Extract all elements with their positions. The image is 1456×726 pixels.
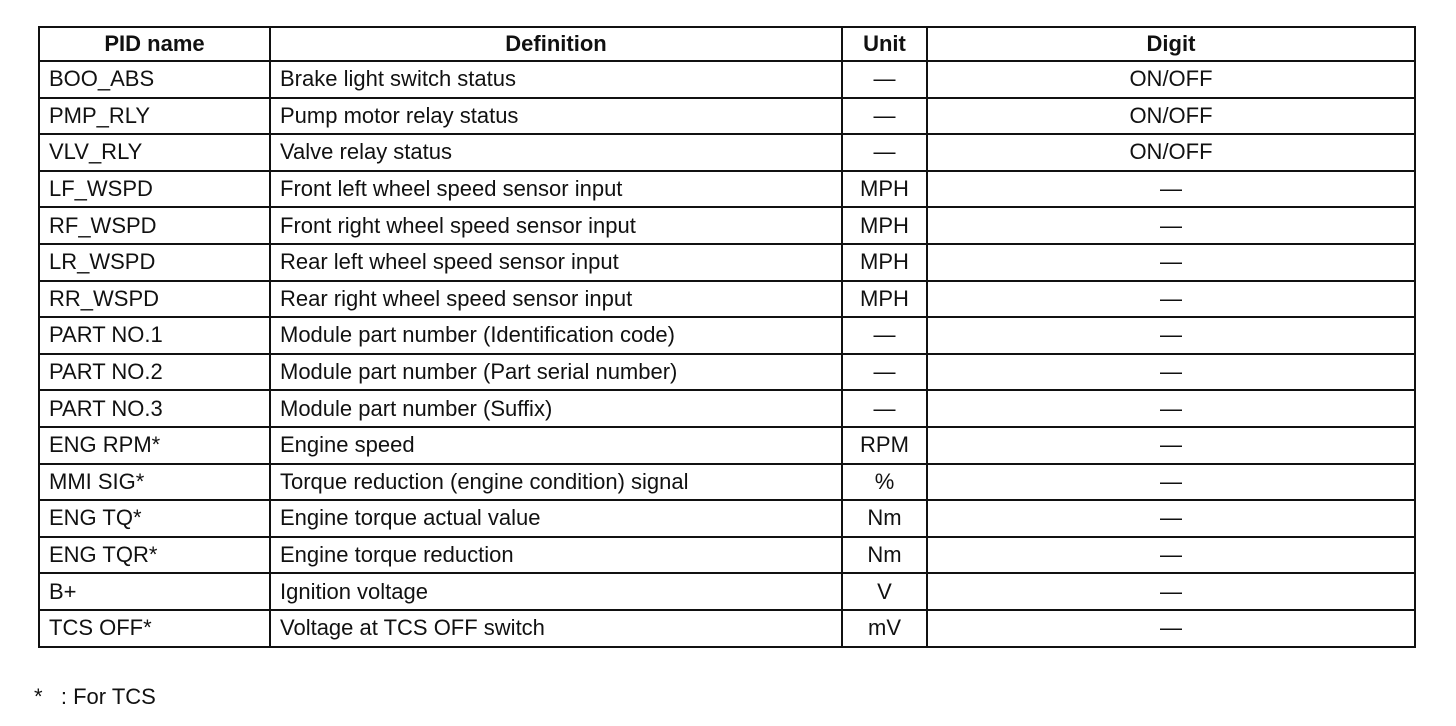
unit-cell: MPH [842, 244, 927, 281]
table-row [39, 98, 1415, 135]
digit-cell: — [927, 354, 1415, 391]
digit-cell: — [927, 610, 1415, 647]
pid-name-cell: PART NO.2 [39, 354, 270, 391]
definition-cell: Brake light switch status [270, 61, 842, 98]
table-row [39, 134, 1415, 171]
table-body [39, 61, 1415, 647]
definition-cell: Valve relay status [270, 134, 842, 171]
digit-cell: ON/OFF [927, 98, 1415, 135]
unit-cell: — [842, 354, 927, 391]
unit-cell: MPH [842, 171, 927, 208]
digit-cell: ON/OFF [927, 134, 1415, 171]
pid-name-cell: B+ [39, 573, 270, 610]
table-row [39, 610, 1415, 647]
unit-cell: — [842, 390, 927, 427]
digit-cell: — [927, 244, 1415, 281]
header-unit: Unit [842, 27, 927, 61]
pid-name-cell: LR_WSPD [39, 244, 270, 281]
pid-name-cell: PMP_RLY [39, 98, 270, 135]
definition-cell: Engine torque actual value [270, 500, 842, 537]
definition-cell: Ignition voltage [270, 573, 842, 610]
pid-table [38, 26, 1416, 648]
pid-name-cell: ENG TQ* [39, 500, 270, 537]
pid-name-cell: VLV_RLY [39, 134, 270, 171]
footnote: * : For TCS [34, 684, 156, 709]
pid-name-cell: MMI SIG* [39, 464, 270, 501]
digit-cell: — [927, 390, 1415, 427]
definition-cell: Pump motor relay status [270, 98, 842, 135]
definition-cell: Rear left wheel speed sensor input [270, 244, 842, 281]
unit-cell: V [842, 573, 927, 610]
definition-cell: Front left wheel speed sensor input [270, 171, 842, 208]
pid-name-cell: BOO_ABS [39, 61, 270, 98]
pid-name-cell: PART NO.3 [39, 390, 270, 427]
pid-name-cell: ENG RPM* [39, 427, 270, 464]
definition-cell: Voltage at TCS OFF switch [270, 610, 842, 647]
header-digit: Digit [927, 27, 1415, 61]
digit-cell: — [927, 207, 1415, 244]
table-row [39, 61, 1415, 98]
unit-cell: — [842, 61, 927, 98]
definition-cell: Rear right wheel speed sensor input [270, 281, 842, 318]
definition-cell: Engine speed [270, 427, 842, 464]
table-row [39, 500, 1415, 537]
table-row [39, 207, 1415, 244]
digit-cell: — [927, 281, 1415, 318]
table-row [39, 427, 1415, 464]
header-definition: Definition [270, 27, 842, 61]
pid-name-cell: RR_WSPD [39, 281, 270, 318]
table-row [39, 537, 1415, 574]
pid-name-cell: LF_WSPD [39, 171, 270, 208]
table-row [39, 244, 1415, 281]
table-row [39, 573, 1415, 610]
unit-cell: — [842, 317, 927, 354]
unit-cell: MPH [842, 207, 927, 244]
digit-cell: — [927, 171, 1415, 208]
table-row [39, 354, 1415, 391]
pid-name-cell: TCS OFF* [39, 610, 270, 647]
definition-cell: Torque reduction (engine condition) signal [270, 464, 842, 501]
unit-cell: % [842, 464, 927, 501]
pid-name-cell: ENG TQR* [39, 537, 270, 574]
unit-cell: MPH [842, 281, 927, 318]
pid-name-cell: RF_WSPD [39, 207, 270, 244]
unit-cell: RPM [842, 427, 927, 464]
digit-cell: — [927, 500, 1415, 537]
table-row [39, 281, 1415, 318]
unit-cell: — [842, 134, 927, 171]
definition-cell: Front right wheel speed sensor input [270, 207, 842, 244]
definition-cell: Engine torque reduction [270, 537, 842, 574]
unit-cell: Nm [842, 537, 927, 574]
table-row [39, 464, 1415, 501]
table-row [39, 317, 1415, 354]
unit-cell: mV [842, 610, 927, 647]
header-pid-name: PID name [39, 27, 270, 61]
digit-cell: — [927, 537, 1415, 574]
digit-cell: — [927, 464, 1415, 501]
unit-cell: — [842, 98, 927, 135]
table-header-row [39, 27, 1415, 61]
pid-table-container [38, 26, 1414, 648]
table-row [39, 390, 1415, 427]
definition-cell: Module part number (Part serial number) [270, 354, 842, 391]
digit-cell: — [927, 317, 1415, 354]
table-row [39, 171, 1415, 208]
digit-cell: — [927, 427, 1415, 464]
unit-cell: Nm [842, 500, 927, 537]
digit-cell: — [927, 573, 1415, 610]
digit-cell: ON/OFF [927, 61, 1415, 98]
pid-name-cell: PART NO.1 [39, 317, 270, 354]
definition-cell: Module part number (Suffix) [270, 390, 842, 427]
definition-cell: Module part number (Identification code) [270, 317, 842, 354]
